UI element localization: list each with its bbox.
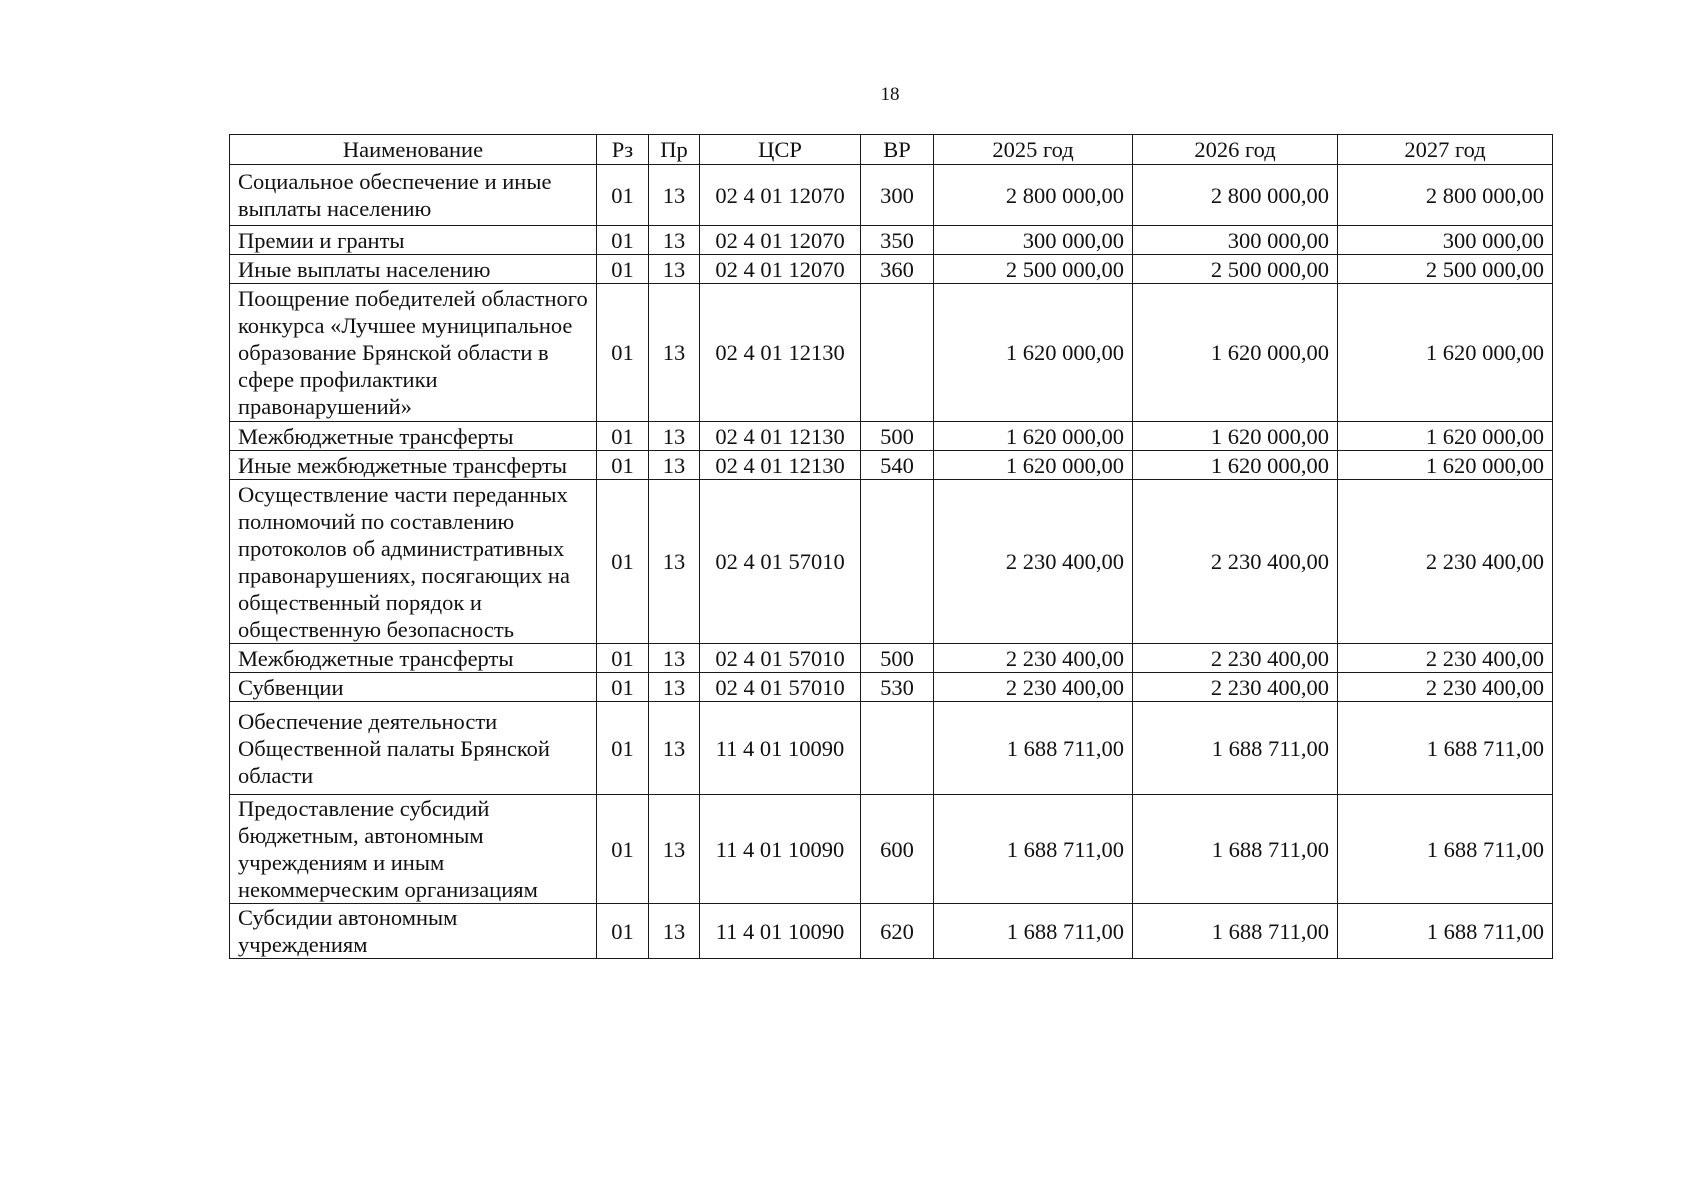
cell-vr: 600 xyxy=(861,795,934,904)
cell-csr: 02 4 01 57010 xyxy=(700,673,861,702)
cell-2026: 1 688 711,00 xyxy=(1133,795,1338,904)
cell-pr: 13 xyxy=(649,451,700,480)
header-2027: 2027 год xyxy=(1338,135,1553,165)
cell-csr: 02 4 01 12070 xyxy=(700,255,861,284)
cell-pr: 13 xyxy=(649,422,700,451)
cell-2027: 2 500 000,00 xyxy=(1338,255,1553,284)
cell-pr: 13 xyxy=(649,795,700,904)
table-header xyxy=(230,135,1553,165)
table-row xyxy=(230,284,1553,422)
table-row xyxy=(230,644,1553,673)
cell-2027: 2 800 000,00 xyxy=(1338,165,1553,226)
cell-2027: 1 620 000,00 xyxy=(1338,422,1553,451)
cell-2025: 2 230 400,00 xyxy=(934,644,1133,673)
cell-2026: 1 688 711,00 xyxy=(1133,904,1338,959)
cell-2027: 2 230 400,00 xyxy=(1338,480,1553,644)
cell-2025: 1 688 711,00 xyxy=(934,795,1133,904)
cell-pr: 13 xyxy=(649,480,700,644)
cell-rz: 01 xyxy=(597,255,649,284)
cell-pr: 13 xyxy=(649,702,700,795)
cell-2027: 1 620 000,00 xyxy=(1338,284,1553,422)
cell-rz: 01 xyxy=(597,904,649,959)
cell-csr: 02 4 01 12070 xyxy=(700,226,861,255)
cell-rz: 01 xyxy=(597,480,649,644)
cell-vr: 500 xyxy=(861,644,934,673)
header-2026: 2026 год xyxy=(1133,135,1338,165)
cell-vr: 530 xyxy=(861,673,934,702)
cell-pr: 13 xyxy=(649,673,700,702)
cell-rz: 01 xyxy=(597,422,649,451)
budget-table xyxy=(229,134,1553,959)
cell-2025: 2 500 000,00 xyxy=(934,255,1133,284)
cell-vr: 620 xyxy=(861,904,934,959)
cell-vr xyxy=(861,702,934,795)
cell-pr: 13 xyxy=(649,255,700,284)
cell-pr: 13 xyxy=(649,904,700,959)
cell-name: Межбюджетные трансферты xyxy=(230,644,597,673)
header-csr: ЦСР xyxy=(700,135,861,165)
table-row xyxy=(230,702,1553,795)
cell-2027: 2 230 400,00 xyxy=(1338,673,1553,702)
cell-2025: 1 620 000,00 xyxy=(934,422,1133,451)
cell-rz: 01 xyxy=(597,795,649,904)
table-row xyxy=(230,480,1553,644)
cell-2027: 1 688 711,00 xyxy=(1338,795,1553,904)
cell-name: Субвенции xyxy=(230,673,597,702)
cell-2026: 2 800 000,00 xyxy=(1133,165,1338,226)
cell-rz: 01 xyxy=(597,673,649,702)
cell-csr: 11 4 01 10090 xyxy=(700,702,861,795)
cell-vr xyxy=(861,284,934,422)
cell-2025: 1 688 711,00 xyxy=(934,702,1133,795)
page-number: 18 xyxy=(880,84,900,105)
cell-2027: 1 620 000,00 xyxy=(1338,451,1553,480)
cell-name: Социальное обеспечение и иные выплаты населению xyxy=(230,165,597,226)
cell-2025: 300 000,00 xyxy=(934,226,1133,255)
cell-pr: 13 xyxy=(649,284,700,422)
cell-2026: 2 500 000,00 xyxy=(1133,255,1338,284)
table-row xyxy=(230,904,1553,959)
table-row xyxy=(230,795,1553,904)
cell-csr: 02 4 01 12130 xyxy=(700,284,861,422)
cell-2025: 2 230 400,00 xyxy=(934,673,1133,702)
cell-2026: 1 688 711,00 xyxy=(1133,702,1338,795)
cell-csr: 11 4 01 10090 xyxy=(700,904,861,959)
cell-csr: 02 4 01 57010 xyxy=(700,480,861,644)
cell-2025: 2 800 000,00 xyxy=(934,165,1133,226)
table-row xyxy=(230,422,1553,451)
table-row xyxy=(230,255,1553,284)
table-body xyxy=(230,165,1553,959)
cell-vr: 300 xyxy=(861,165,934,226)
cell-name: Межбюджетные трансферты xyxy=(230,422,597,451)
table-row xyxy=(230,165,1553,226)
header-pr: Пр xyxy=(649,135,700,165)
cell-vr: 500 xyxy=(861,422,934,451)
cell-name: Осуществление части переданных полномочий по составлению протоколов об административных правонарушениях, посягающих на общественный порядок и общественную безопасность xyxy=(230,480,597,644)
cell-csr: 11 4 01 10090 xyxy=(700,795,861,904)
cell-2026: 2 230 400,00 xyxy=(1133,480,1338,644)
cell-csr: 02 4 01 12130 xyxy=(700,451,861,480)
cell-vr: 350 xyxy=(861,226,934,255)
table-row xyxy=(230,226,1553,255)
header-vr: ВР xyxy=(861,135,934,165)
cell-name: Субсидии автономным учреждениям xyxy=(230,904,597,959)
cell-csr: 02 4 01 57010 xyxy=(700,644,861,673)
cell-csr: 02 4 01 12130 xyxy=(700,422,861,451)
cell-2026: 300 000,00 xyxy=(1133,226,1338,255)
cell-2026: 1 620 000,00 xyxy=(1133,451,1338,480)
cell-name: Иные выплаты населению xyxy=(230,255,597,284)
cell-rz: 01 xyxy=(597,284,649,422)
cell-2026: 1 620 000,00 xyxy=(1133,422,1338,451)
cell-2026: 2 230 400,00 xyxy=(1133,644,1338,673)
cell-name: Иные межбюджетные трансферты xyxy=(230,451,597,480)
cell-2025: 2 230 400,00 xyxy=(934,480,1133,644)
cell-name: Поощрение победителей областного конкурса «Лучшее муниципальное образование Брянской области в сфере профилактики правонарушений» xyxy=(230,284,597,422)
cell-pr: 13 xyxy=(649,226,700,255)
cell-2026: 2 230 400,00 xyxy=(1133,673,1338,702)
cell-2027: 2 230 400,00 xyxy=(1338,644,1553,673)
cell-rz: 01 xyxy=(597,702,649,795)
table-row xyxy=(230,673,1553,702)
header-rz: Рз xyxy=(597,135,649,165)
cell-2026: 1 620 000,00 xyxy=(1133,284,1338,422)
cell-2025: 1 620 000,00 xyxy=(934,284,1133,422)
cell-2027: 300 000,00 xyxy=(1338,226,1553,255)
cell-rz: 01 xyxy=(597,451,649,480)
cell-pr: 13 xyxy=(649,644,700,673)
cell-2027: 1 688 711,00 xyxy=(1338,702,1553,795)
cell-name: Премии и гранты xyxy=(230,226,597,255)
cell-rz: 01 xyxy=(597,165,649,226)
cell-name: Предоставление субсидий бюджетным, автономным учреждениям и иным некоммерческим организациям xyxy=(230,795,597,904)
header-name: Наименование xyxy=(230,135,597,165)
cell-2027: 1 688 711,00 xyxy=(1338,904,1553,959)
cell-rz: 01 xyxy=(597,644,649,673)
table-row xyxy=(230,451,1553,480)
cell-vr: 360 xyxy=(861,255,934,284)
cell-csr: 02 4 01 12070 xyxy=(700,165,861,226)
cell-vr: 540 xyxy=(861,451,934,480)
cell-rz: 01 xyxy=(597,226,649,255)
cell-2025: 1 620 000,00 xyxy=(934,451,1133,480)
cell-name: Обеспечение деятельности Общественной палаты Брянской области xyxy=(230,702,597,795)
header-2025: 2025 год xyxy=(934,135,1133,165)
cell-2025: 1 688 711,00 xyxy=(934,904,1133,959)
header-row xyxy=(230,135,1553,165)
cell-pr: 13 xyxy=(649,165,700,226)
cell-vr xyxy=(861,480,934,644)
